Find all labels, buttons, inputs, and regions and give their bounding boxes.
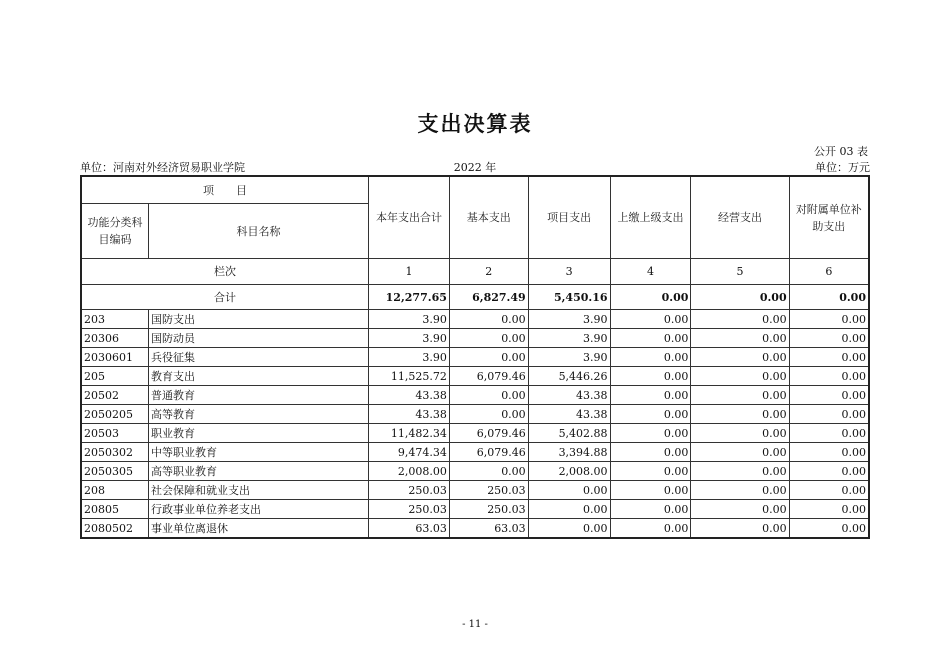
row-code: 20503 [81,424,149,443]
header-col3: 项目支出 [528,176,610,259]
row-value: 63.03 [369,519,450,539]
row-value: 0.00 [449,405,528,424]
total-value: 0.00 [789,285,869,310]
row-code: 2050205 [81,405,149,424]
row-value: 0.00 [610,405,691,424]
row-name: 事业单位离退休 [149,519,369,539]
row-value: 2,008.00 [369,462,450,481]
table-row [81,500,869,519]
row-value: 0.00 [789,386,869,405]
row-value: 43.38 [369,405,450,424]
row-value: 11,525.72 [369,367,450,386]
row-value: 0.00 [610,310,691,329]
lanci-4: 4 [610,259,691,285]
row-code: 2080502 [81,519,149,539]
row-name: 中等职业教育 [149,443,369,462]
row-value: 3.90 [369,348,450,367]
row-code: 208 [81,481,149,500]
row-code: 2030601 [81,348,149,367]
row-value: 0.00 [691,386,789,405]
expenditure-table [80,175,870,539]
row-value: 9,474.34 [369,443,450,462]
row-value: 0.00 [691,405,789,424]
row-name: 行政事业单位养老支出 [149,500,369,519]
total-row [81,285,869,310]
row-value: 0.00 [691,462,789,481]
table-row [81,424,869,443]
row-value: 43.38 [528,386,610,405]
row-value: 3.90 [369,329,450,348]
row-name: 普通教育 [149,386,369,405]
table-row [81,348,869,367]
row-code: 20502 [81,386,149,405]
row-value: 0.00 [789,405,869,424]
row-name: 高等教育 [149,405,369,424]
row-code: 203 [81,310,149,329]
lanci-row [81,259,869,285]
row-code: 205 [81,367,149,386]
header-func-code: 功能分类科目编码 [81,204,149,259]
row-value: 0.00 [610,386,691,405]
row-name: 兵役征集 [149,348,369,367]
row-value: 43.38 [528,405,610,424]
row-value: 3.90 [528,348,610,367]
row-value: 2,008.00 [528,462,610,481]
row-value: 0.00 [789,367,869,386]
lanci-3: 3 [528,259,610,285]
row-value: 0.00 [528,500,610,519]
header-subject-name: 科目名称 [149,204,369,259]
row-value: 0.00 [610,462,691,481]
total-value: 0.00 [610,285,691,310]
row-value: 0.00 [449,386,528,405]
row-value: 0.00 [789,443,869,462]
row-value: 0.00 [610,348,691,367]
row-value: 3.90 [528,310,610,329]
row-value: 0.00 [691,500,789,519]
money-unit: 单位：万元 [815,161,870,174]
lanci-1: 1 [369,259,450,285]
row-value: 5,446.26 [528,367,610,386]
header-col6: 对附属单位补助支出 [789,176,869,259]
row-value: 250.03 [369,481,450,500]
row-value: 0.00 [691,519,789,539]
form-number: 公开 03 表 [814,145,868,158]
row-value: 0.00 [691,367,789,386]
row-value: 0.00 [691,424,789,443]
row-code: 20805 [81,500,149,519]
row-value: 3.90 [369,310,450,329]
header-col4: 上缴上级支出 [610,176,691,259]
row-value: 250.03 [449,481,528,500]
lanci-2: 2 [449,259,528,285]
row-value: 0.00 [610,481,691,500]
row-name: 高等职业教育 [149,462,369,481]
header-row-1 [81,176,869,204]
row-value: 0.00 [449,329,528,348]
table-row [81,405,869,424]
row-value: 0.00 [691,329,789,348]
row-code: 2050305 [81,462,149,481]
row-value: 0.00 [528,481,610,500]
total-value: 5,450.16 [528,285,610,310]
row-name: 职业教育 [149,424,369,443]
row-value: 0.00 [610,329,691,348]
table-row [81,443,869,462]
total-label: 合计 [81,285,369,310]
row-value: 63.03 [449,519,528,539]
row-value: 3.90 [528,329,610,348]
row-value: 0.00 [789,348,869,367]
row-value: 0.00 [449,310,528,329]
row-name: 国防支出 [149,310,369,329]
page-number: - 11 - [462,619,488,630]
row-value: 0.00 [610,367,691,386]
row-value: 0.00 [789,519,869,539]
header-col2: 基本支出 [449,176,528,259]
header-col1: 本年支出合计 [369,176,450,259]
table-row [81,329,869,348]
lanci-5: 5 [691,259,789,285]
row-value: 3,394.88 [528,443,610,462]
row-value: 0.00 [610,519,691,539]
table-row [81,462,869,481]
row-value: 43.38 [369,386,450,405]
page-title: 支出决算表 [417,111,533,136]
row-value: 0.00 [691,310,789,329]
row-value: 0.00 [610,443,691,462]
row-value: 6,079.46 [449,424,528,443]
row-value: 0.00 [610,500,691,519]
reporting-unit: 单位：河南对外经济贸易职业学院 [80,161,245,174]
header-col5: 经营支出 [691,176,789,259]
row-value: 0.00 [691,481,789,500]
table-row [81,386,869,405]
table-row [81,481,869,500]
row-value: 0.00 [449,462,528,481]
row-value: 0.00 [789,462,869,481]
row-value: 0.00 [528,519,610,539]
header-item: 项 目 [81,176,369,204]
row-name: 社会保障和就业支出 [149,481,369,500]
table-row [81,519,869,539]
row-value: 0.00 [691,443,789,462]
row-value: 0.00 [691,348,789,367]
table-row [81,367,869,386]
total-value: 12,277.65 [369,285,450,310]
meta-row [80,159,870,175]
fiscal-year: 2022 年 [453,161,497,174]
total-value: 6,827.49 [449,285,528,310]
lanci-label: 栏次 [81,259,369,285]
row-code: 20306 [81,329,149,348]
row-name: 国防动员 [149,329,369,348]
row-value: 250.03 [369,500,450,519]
row-value: 6,079.46 [449,443,528,462]
lanci-6: 6 [789,259,869,285]
row-value: 0.00 [789,500,869,519]
row-value: 0.00 [449,348,528,367]
row-value: 250.03 [449,500,528,519]
row-value: 0.00 [789,329,869,348]
row-value: 5,402.88 [528,424,610,443]
table-row [81,310,869,329]
row-code: 2050302 [81,443,149,462]
row-value: 11,482.34 [369,424,450,443]
row-value: 0.00 [610,424,691,443]
row-value: 6,079.46 [449,367,528,386]
row-name: 教育支出 [149,367,369,386]
total-value: 0.00 [691,285,789,310]
row-value: 0.00 [789,481,869,500]
row-value: 0.00 [789,424,869,443]
row-value: 0.00 [789,310,869,329]
